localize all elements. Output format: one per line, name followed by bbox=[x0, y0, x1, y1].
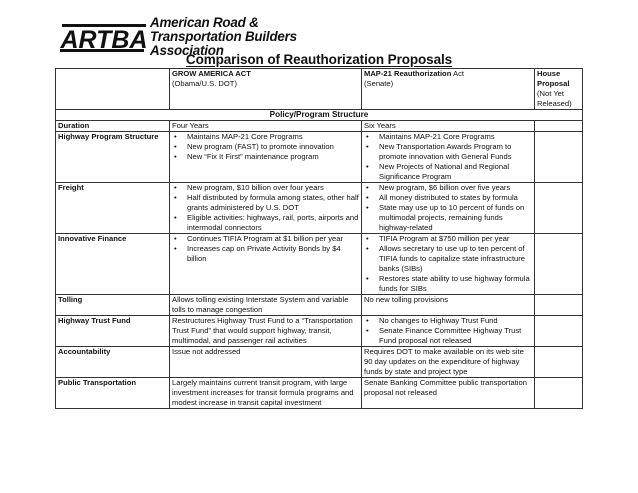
map21-cell bbox=[362, 132, 535, 183]
column-header-house bbox=[535, 69, 583, 110]
logo-text: ARTBA bbox=[60, 26, 148, 54]
house-cell bbox=[535, 295, 583, 316]
comparison-table bbox=[55, 68, 583, 409]
column-name: House Proposal bbox=[537, 69, 570, 88]
list-item: • New program, $6 billion over five years bbox=[364, 183, 532, 193]
column-header-grow bbox=[170, 69, 362, 110]
list-item: • New “Fix It First” maintenance program bbox=[172, 152, 359, 162]
list-item: • State may use up to 10 percent of funds on multimodal projects, remaining funds highway-related bbox=[364, 203, 532, 233]
table-row bbox=[56, 295, 583, 316]
section-title: Policy/Program Structure bbox=[56, 110, 583, 121]
table-row bbox=[56, 183, 583, 234]
map21-cell: Requires DOT to make available on its web site 90 day updates on the expenditure of highway funds by state and project type bbox=[362, 347, 535, 378]
grow-cell bbox=[170, 234, 362, 295]
list-item: • New Projects of National and Regional Significance Program bbox=[364, 162, 532, 182]
row-label: Highway Program Structure bbox=[56, 132, 170, 183]
grow-cell: Restructures Highway Trust Fund to a “Transportation Trust Fund” that would support highway, transit, multimodal, and passenger rail activities bbox=[170, 316, 362, 347]
row-label: Tolling bbox=[56, 295, 170, 316]
org-line: American Road & bbox=[150, 15, 259, 30]
list-item: • Senate Finance Committee Highway Trust Fund proposal not released bbox=[364, 326, 532, 346]
house-cell bbox=[535, 121, 583, 132]
row-label: Accountability bbox=[56, 347, 170, 378]
table-row bbox=[56, 378, 583, 409]
grow-cell: Issue not addressed bbox=[170, 347, 362, 378]
house-cell bbox=[535, 132, 583, 183]
list-item: • Allows secretary to use up to ten percent of TIFIA funds to capitalize state infrastructure banks (SIBs) bbox=[364, 244, 532, 274]
column-sub: (Obama/U.S. DOT) bbox=[172, 79, 237, 88]
list-item: • Restores state ability to use highway formula funds for SIBs bbox=[364, 274, 532, 294]
column-sub: (Senate) bbox=[364, 79, 394, 88]
table-row bbox=[56, 132, 583, 183]
column-header-row bbox=[56, 69, 583, 110]
column-name-bold: MAP-21 Reauthorization bbox=[364, 69, 452, 78]
grow-cell: Four Years bbox=[170, 121, 362, 132]
column-name: GROW AMERICA ACT bbox=[172, 69, 251, 78]
grow-cell: Largely maintains current transit program, with large investment increases for transit formula programs and modest increase in transit capital investment bbox=[170, 378, 362, 409]
table-row bbox=[56, 121, 583, 132]
map21-cell: Senate Banking Committee public transportation proposal not released bbox=[362, 378, 535, 409]
column-name bbox=[364, 69, 532, 79]
house-cell bbox=[535, 378, 583, 409]
row-label: Freight bbox=[56, 183, 170, 234]
section-row bbox=[56, 110, 583, 121]
map21-cell: Six Years bbox=[362, 121, 535, 132]
list-item: • New program, $10 billion over four years bbox=[172, 183, 359, 193]
list-item: • New program (FAST) to promote innovation bbox=[172, 142, 359, 152]
row-label: Public Transportation bbox=[56, 378, 170, 409]
grow-cell bbox=[170, 132, 362, 183]
list-item: • Increases cap on Private Activity Bonds by $4 billion bbox=[172, 244, 359, 264]
house-cell bbox=[535, 347, 583, 378]
list-item: • Maintains MAP-21 Core Programs bbox=[172, 132, 359, 142]
column-header-map21 bbox=[362, 69, 535, 110]
document-title: Comparison of Reauthorization Proposals bbox=[185, 52, 453, 67]
list-item: • Maintains MAP-21 Core Programs bbox=[364, 132, 532, 142]
column-name-suffix: Act bbox=[451, 69, 465, 78]
row-label: Highway Trust Fund bbox=[56, 316, 170, 347]
row-label: Innovative Finance bbox=[56, 234, 170, 295]
list-item: • All money distributed to states by formula bbox=[364, 193, 532, 203]
grow-cell: Allows tolling existing Interstate System and variable tolls to manage congestion bbox=[170, 295, 362, 316]
empty-header-cell bbox=[56, 69, 170, 110]
list-item: • TIFIA Program at $750 million per year bbox=[364, 234, 532, 244]
grow-cell bbox=[170, 183, 362, 234]
map21-cell bbox=[362, 234, 535, 295]
house-cell bbox=[535, 234, 583, 295]
map21-cell bbox=[362, 316, 535, 347]
house-cell bbox=[535, 316, 583, 347]
org-line: Transportation Builders bbox=[150, 29, 297, 44]
list-item: • New Transportation Awards Program to promote innovation with General Funds bbox=[364, 142, 532, 162]
list-item: • Half distributed by formula among states, other half grants administered by U.S. DOT bbox=[172, 193, 359, 213]
org-line: Association bbox=[150, 43, 224, 58]
table-row bbox=[56, 347, 583, 378]
map21-cell: No new tolling provisions bbox=[362, 295, 535, 316]
row-label: Duration bbox=[56, 121, 170, 132]
list-item: • Continues TIFIA Program at $1 billion per year bbox=[172, 234, 359, 244]
column-sub: (Not Yet Released) bbox=[537, 89, 572, 108]
map21-cell bbox=[362, 183, 535, 234]
table-row bbox=[56, 316, 583, 347]
house-cell bbox=[535, 183, 583, 234]
list-item: • No changes to Highway Trust Fund bbox=[364, 316, 532, 326]
list-item: • Eligible activities: highways, rail, ports, airports and intermodal connectors bbox=[172, 213, 359, 233]
table-row bbox=[56, 234, 583, 295]
